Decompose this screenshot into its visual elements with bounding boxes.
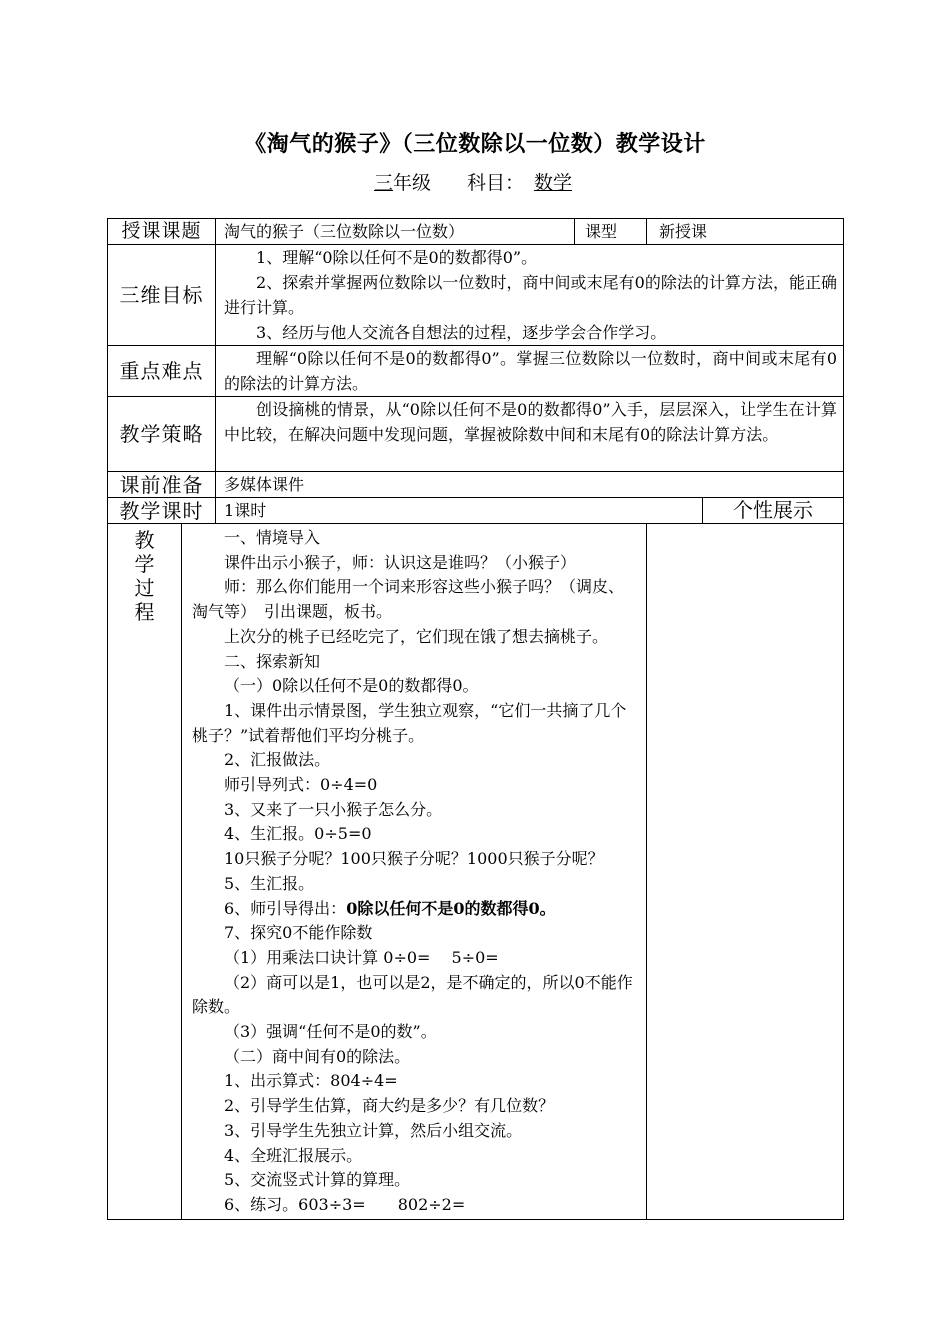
document-subtitle	[0, 168, 950, 195]
topic-value: 淘气的猴子（三位数除以一位数）	[216, 219, 575, 245]
process-line: （3）强调“任何不是0的数”。	[224, 1022, 437, 1042]
goals-row	[108, 245, 844, 346]
goal-item: 1、理解“0除以任何不是0的数都得0”。	[256, 248, 538, 267]
process-char: 教	[134, 528, 155, 552]
hours-row	[108, 498, 844, 524]
topic-row	[108, 219, 844, 245]
display-label: 个性展示	[703, 498, 844, 524]
subject-label: 科目：	[467, 172, 525, 194]
process-line: 二、探索新知	[224, 651, 321, 671]
strategy-text: 创设摘桃的情景，从“0除以任何不是0的数都得0”入手，层层深入，让学生在计算中比较，在解决问题中发现问题，掌握被除数中间和末尾有0的除法计算方法。	[224, 400, 838, 444]
key-content	[216, 346, 844, 397]
hours-value: 1课时	[216, 498, 703, 524]
goals-label: 三维目标	[108, 245, 216, 346]
process-line: （二）商中间有0的除法。	[224, 1046, 411, 1066]
process-conclusion: 0除以任何不是0的数都得0。	[346, 898, 556, 918]
process-line	[192, 897, 640, 922]
lesson-plan-table	[107, 218, 844, 1220]
hours-label: 教学课时	[108, 498, 216, 524]
subject-value: 数学	[534, 172, 573, 194]
process-line: 1、出示算式：804÷4=	[224, 1071, 398, 1091]
process-line: 2、汇报做法。	[224, 750, 331, 770]
process-char: 学	[134, 552, 155, 576]
key-text: 理解“0除以任何不是0的数都得0”。掌握三位数除以一位数时，商中间或末尾有0的除法的计算方法。	[224, 349, 838, 393]
process-line: 3、引导学生先独立计算，然后小组交流。	[224, 1120, 523, 1140]
goal-item: 3、经历与他人交流各自想法的过程，逐步学会合作学习。	[256, 323, 667, 342]
topic-label: 授课课题	[108, 219, 216, 245]
display-area	[647, 524, 844, 1220]
process-char: 程	[134, 600, 155, 624]
process-line: 5、交流竖式计算的算理。	[224, 1170, 411, 1190]
process-char: 过	[134, 576, 155, 600]
type-label: 课型	[575, 219, 647, 245]
process-line: 淘气等） 引出课题，板书。	[192, 602, 393, 622]
process-line: 桃子？”试着帮他们平均分桃子。	[192, 725, 425, 745]
key-label: 重点难点	[108, 346, 216, 397]
process-line: 师引导列式：0÷4=0	[224, 775, 378, 795]
process-line: 一、情境导入	[224, 528, 321, 547]
goal-item: 2、探索并掌握两位数除以一位数时，商中间或末尾有0的除法的计算方法，能正确进行计算。	[224, 273, 838, 317]
goals-content	[216, 245, 844, 346]
prep-label: 课前准备	[108, 472, 216, 498]
process-line: 7、探究0不能作除数	[224, 923, 373, 943]
process-line-start: 6、师引导得出：	[224, 898, 347, 918]
process-line: 2、引导学生估算，商大约是多少？有几位数？	[224, 1096, 555, 1116]
process-line: 1、课件出示情景图，学生独立观察，“它们一共摘了几个	[224, 700, 627, 720]
process-line: 课件出示小猴子，师：认识这是谁吗？（小猴子）	[224, 552, 577, 572]
process-line: 师：那么你们能用一个词来形容这些小猴子吗？（调皮、	[224, 577, 625, 597]
key-row	[108, 346, 844, 397]
process-content	[182, 524, 647, 1220]
type-value: 新授课	[647, 219, 844, 245]
grade-suffix: 年级	[392, 172, 431, 194]
process-line: （1）用乘法口诀计算 0÷0= 5÷0=	[224, 947, 499, 967]
grade-value: 三	[373, 172, 393, 194]
prep-row	[108, 472, 844, 498]
strategy-content	[216, 397, 844, 472]
process-line: 上次分的桃子已经吃完了，它们现在饿了想去摘桃子。	[224, 626, 609, 646]
process-line: 10只猴子分呢？100只猴子分呢？1000只猴子分呢？	[224, 849, 604, 869]
process-line: （一）0除以任何不是0的数都得0。	[224, 676, 479, 696]
process-row	[108, 524, 844, 1220]
strategy-row	[108, 397, 844, 472]
process-label-text	[133, 528, 157, 624]
process-line: 3、又来了一只小猴子怎么分。	[224, 799, 443, 819]
process-label	[108, 524, 182, 1220]
process-line: 6、练习。603÷3= 802÷2=	[224, 1194, 466, 1214]
process-line: 4、生汇报。0÷5=0	[224, 824, 372, 844]
process-line: 除数。	[192, 997, 241, 1017]
strategy-label: 教学策略	[108, 397, 216, 472]
process-line: 4、全班汇报展示。	[224, 1145, 363, 1165]
document-title: 《淘气的猴子》（三位数除以一位数）教学设计	[244, 132, 706, 157]
process-line: （2）商可以是1，也可以是2，是不确定的，所以0不能作	[224, 972, 633, 992]
prep-value: 多媒体课件	[216, 472, 844, 498]
process-line: 5、生汇报。	[224, 873, 315, 893]
